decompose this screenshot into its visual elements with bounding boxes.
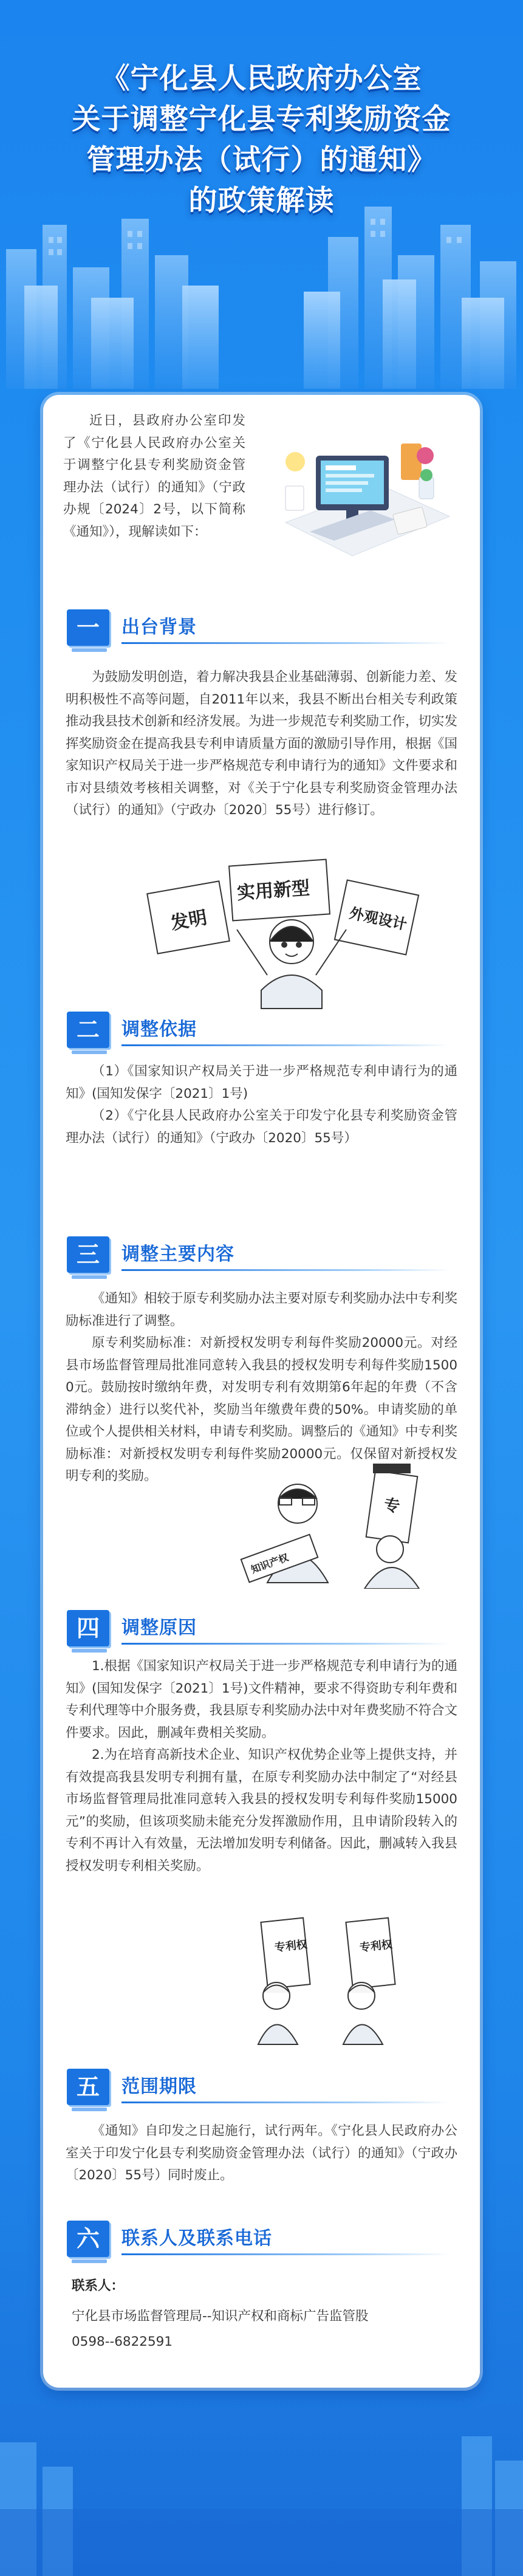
- sign-text-4: 知识产权: [249, 1551, 290, 1576]
- section-3-paragraph-2: 原专利奖励标准：对新授权发明专利每件奖励20000元。对经县市场监督管理局批准同意转入我县的授权发明专利每件奖励15000元。鼓励按时缴纳年费，对发明专利有效期第6年起的年费（不含滞纳金）进行以奖代补，奖励当年缴费年费的50%。申请奖励的单位或个人提供相关材料，申请专利奖励。调整后的《通知》中专利奖励标准：对新授权发明专利每件奖励20000元。仅保留对新授权发明专利的奖励。: [66, 1335, 458, 1484]
- section-3-title: 调整主要内容: [121, 1244, 234, 1265]
- section-divider: [121, 642, 450, 644]
- title-line-2: 关于调整宁化县专利奖励资金: [72, 103, 451, 136]
- office-desk-illustration: [273, 419, 456, 571]
- contact-label: 联系人：: [72, 2278, 125, 2293]
- city-skyline-illustration: [0, 182, 523, 389]
- section-2-number: 二: [67, 1012, 109, 1048]
- section-5-paragraph-1: 《通知》自印发之日起施行，试行两年。《宁化县人民政府办公室关于印发宁化县专利奖励资金管理办法（试行）的通知》（宁政办〔2020〕55号）同时废止。: [66, 2123, 457, 2183]
- section-divider: [121, 1643, 450, 1645]
- section-divider: [121, 1044, 450, 1046]
- section-4-body: [66, 1656, 457, 1877]
- section-4-heading: [67, 1610, 456, 1646]
- intellectual-property-illustration: [231, 1461, 450, 1589]
- section-1-number: 一: [67, 609, 109, 646]
- intro-paragraph: 近日，县政府办公室印发了《宁化县人民政府办公室关于调整宁化县专利奖励资金管理办法（试行）的通知》（宁政办规〔2024〕2号，以下简称《通知》），现解读如下：: [63, 413, 245, 540]
- sign-text-1: 发明: [169, 906, 209, 934]
- title-line-3: 管理办法（试行）的通知》: [86, 143, 437, 177]
- section-2-title: 调整依据: [121, 1019, 197, 1040]
- section-5-heading: [67, 2069, 456, 2105]
- section-1-title: 出台背景: [121, 617, 197, 638]
- workers-carrying-patents-illustration: [228, 1908, 440, 2047]
- sign-text-3: 外观设计: [347, 904, 409, 934]
- section-5-number: 五: [67, 2069, 109, 2105]
- section-4-paragraph-2: 2.为在培育高新技术企业、知识产权优势企业等上提供支持，并有效提高我县发明专利拥有量，在原专利奖励办法中制定了“对经县市场监督管理局批准同意转入我县的授权发明专利每件奖励15000元”的奖励，但该项奖励未能充分发挥激励作用，且申请阶段转入的专利不再计入有效量，无法增加发明专利储备。因此，删减转入我县授权发明专利相关奖励。: [66, 1747, 458, 1874]
- sign-text-5: 专利权: [273, 1938, 308, 1954]
- section-6-title: 联系人及联系电话: [121, 2228, 272, 2249]
- footer-skyline-illustration: [0, 2369, 523, 2576]
- section-1-body: [66, 666, 457, 822]
- section-divider: [121, 2253, 450, 2255]
- section-3-heading: [67, 1236, 456, 1273]
- section-3-number: 三: [67, 1236, 109, 1273]
- contact-phone: 0598--6822591: [72, 2334, 173, 2349]
- section-3-body: [66, 1288, 457, 1488]
- section-4-title: 调整原因: [121, 1617, 197, 1639]
- section-2-heading: [67, 1012, 456, 1048]
- section-4-paragraph-1: 1.根据《国家知识产权局关于进一步严格规范专利申请行为的通知》(国知发保字〔2021〕1号)文件精神，要求不得资助专利年费和专利代理等中介服务费，我县原专利奖励办法中对年费奖励不符合文件要求。因此，删减年费相关奖励。: [66, 1659, 458, 1741]
- section-divider: [121, 2102, 450, 2103]
- section-2-body: [66, 1061, 457, 1149]
- sign-text-2: 实用新型: [236, 877, 311, 904]
- section-2-paragraph-2: （2）《宁化县人民政府办公室关于印发宁化县专利奖励资金管理办法（试行）的通知》（宁政办〔2020〕55号）: [66, 1108, 457, 1146]
- sign-text-7: 专: [383, 1496, 402, 1516]
- section-5-body: [66, 2120, 457, 2187]
- section-2-paragraph-1: （1）《国家知识产权局关于进一步严格规范专利申请行为的通知》(国知发保字〔2021〕1号): [66, 1064, 457, 1101]
- section-divider: [121, 1269, 450, 1271]
- section-3-paragraph-1: 《通知》相较于原专利奖励办法主要对原专利奖励办法中专利奖励标准进行了调整。: [66, 1291, 458, 1329]
- title-line-1: 《宁化县人民政府办公室: [101, 62, 422, 95]
- section-1-heading: [67, 609, 456, 646]
- title-line-4: 的政策解读: [188, 184, 335, 218]
- section-1-paragraph-1: 为鼓励发明创造，着力解决我县企业基础薄弱、创新能力差、发明积极性不高等问题，自2011年以来，我县不断出台相关专利政策推动我县技术创新和经济发展。为进一步规范专利奖励工作，切实发挥奖励资金在提高我县专利申请质量方面的激励引导作用，根据《国家知识产权局关于进一步严格规范专利申请行为的通知》文件要求和市对县绩效考核相关调整，对《关于宁化县专利奖励资金管理办法（试行）的通知》（宁政办〔2020〕55号）进行修订。: [66, 670, 458, 818]
- sign-text-6: 专利权: [358, 1938, 393, 1954]
- contact-organization: 宁化县市场监督管理局--知识产权和商标广告监管股: [72, 2309, 369, 2324]
- section-6-number: 六: [67, 2221, 109, 2257]
- section-6-heading: [67, 2221, 456, 2257]
- section-5-title: 范围期限: [121, 2076, 197, 2097]
- section-4-number: 四: [67, 1610, 109, 1646]
- patent-signs-illustration: [140, 851, 443, 1015]
- header-banner: [0, 0, 523, 389]
